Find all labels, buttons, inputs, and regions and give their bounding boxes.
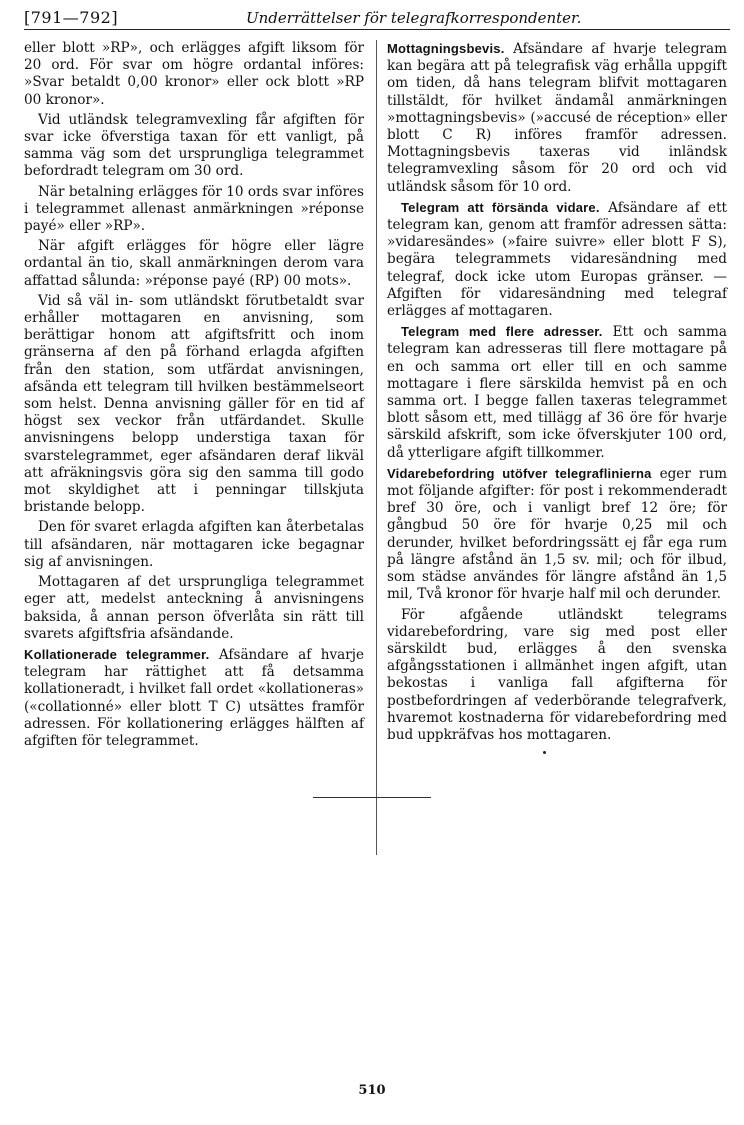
section-mottagningsbevis xyxy=(387,40,727,196)
page-number: 510 xyxy=(358,1083,386,1098)
section-body: eger rum mot följande afgifter: för post i rekommenderadt bref 30 öre, och i vanligt bref 12 öre; för gångbud 50 öre för hvarje 0,25 mil och derunder, hvilket befordringssätt ej får ega rum på längre afstånd än 1,5 sv. mil; och för ilbud, som städse användes för längre afstånd än 1,5 mil, Två kronor för hvarje half mil och derunder. xyxy=(387,465,727,603)
section-flere xyxy=(387,323,727,462)
running-title: Underrättelser för telegrafkorrespondenter. xyxy=(246,9,582,27)
section-body: Ett och samma telegram kan adresseras till flere mottagare på en och samma ort eller till en och samme mottagare i flere särskilda hemvist på en och samma ort. I begge fallen taxeras telegrammet blott såsom ett, med tillägg af 36 öre för hvarje särskild afskrift, som icke öfverskjuter 100 ord, då ytterligare afgift tillkommer. xyxy=(387,324,727,461)
section-heading: Mottagningsbevis. xyxy=(387,41,505,56)
paragraph: Mottagaren af det ursprungliga telegrammet eger att, medelst anteckning å anvisningens baksida, å annan person öfverlåta sin rätt till svarets afgiftsfria afsändande. xyxy=(24,574,364,642)
paragraph: För afgående utländskt telegrams vidarebefordring, vare sig med post eller särskildt bud, erlägges å den svenska afgångsstationen i allmänhet ingen afgift, utan bekostas i vanliga fall afgifterna för postbefordringen af vederbörande telegrafverk, hvaremot kostnaderna för vidarebefordring med bud uppkräfvas hos mottagaren. xyxy=(387,606,727,743)
left-column xyxy=(24,40,364,753)
right-column xyxy=(387,40,727,747)
section-kollationerade xyxy=(24,646,364,750)
paragraph: eller blott »RP», och erlägges afgift liksom för 20 ord. För svar om högre ordantal införes: »Svar betaldt 0,00 kronor» eller ock blott »RP 00 kronor». xyxy=(24,40,364,108)
section-body: Afsändare af hvarje telegram har rättighet att få detsamma kollationeradt, i hvilket fall ordet «kollationeras» («collationné» eller blott T C) utsättes framför adressen. För kollationering erlägges hälften af afgiften för telegrammet. xyxy=(24,646,365,749)
print-speck xyxy=(543,751,546,754)
section-heading: Telegram att försända vidare. xyxy=(401,199,600,215)
paragraph: När afgift erlägges för högre eller lägre ordantal än tio, skall anmärkningen derom vara affattad sålunda: »réponse payé (RP) 00 mots». xyxy=(24,238,364,289)
paragraph: Den för svaret erlagda afgiften kan återbetalas till afsändaren, när mottagaren icke begagnar sig af anvisningen. xyxy=(24,519,364,570)
section-body: Afsändare af hvarje telegram kan begära att på telegrafisk väg erhålla uppgift om tiden, då hans telegram blifvit mottagaren tillstäldt, för hvilket ändamål anmärkningen »mottagningsbevis» (»accusé de réception» eller blott C R) införes framför adressen. Mottagningsbevis taxeras vid inländsk telegramvexling såsom för 20 ord och vid utländsk såsom för 10 ord. xyxy=(387,41,727,195)
bottom-rule xyxy=(313,797,431,798)
section-vidare xyxy=(387,199,727,320)
section-heading: Vidarebefordring utöfver telegraflinierna xyxy=(387,465,652,481)
section-vidarebefordring xyxy=(387,465,727,604)
page-range: [791—792] xyxy=(24,8,119,27)
column-divider xyxy=(376,40,377,855)
paragraph: Vid så väl in- som utländskt förutbetaldt svar erhåller mottagaren en anvisning, som berättigar honom att afgiftsfritt och inom gränserna af den på förhand erlagda afgiften från den station, som utfärdat anvisningen, afsända ett telegram till hvilken bestämmelseort som helst. Denna anvisning gäller för en tid af högst sex veckor från utfärdandet. Skulle anvisningens belopp understiga taxan för svarstelegrammet, eger afsändaren deraf likväl att afräkningsvis göra sig den samma till godo mot skyldighet att i penningar tillskjuta bristande belopp. xyxy=(24,292,364,516)
section-body: Afsändare af ett telegram kan, genom att framför adressen sätta: »vidaresändes» (»faire suivre» eller blott F S), begära telegrammets vidaresändning med telegraf, dock icke utom Europas gränser. — Afgiften för vidaresändning med telegraf erlägges af mottagaren. xyxy=(387,199,727,320)
section-heading: Kollationerade telegrammer. xyxy=(24,646,210,662)
header-rule xyxy=(24,29,730,30)
section-heading: Telegram med flere adresser. xyxy=(401,324,603,340)
paragraph: Vid utländsk telegramvexling får afgiften för svar icke öfverstiga taxan för ett vanligt, på samma väg som det ursprungliga telegrammet befordradt telegram om 30 ord. xyxy=(24,111,364,180)
paragraph: När betalning erlägges för 10 ords svar införes i telegrammet allenast anmärkningen »réponse payé» eller »RP». xyxy=(24,183,364,235)
